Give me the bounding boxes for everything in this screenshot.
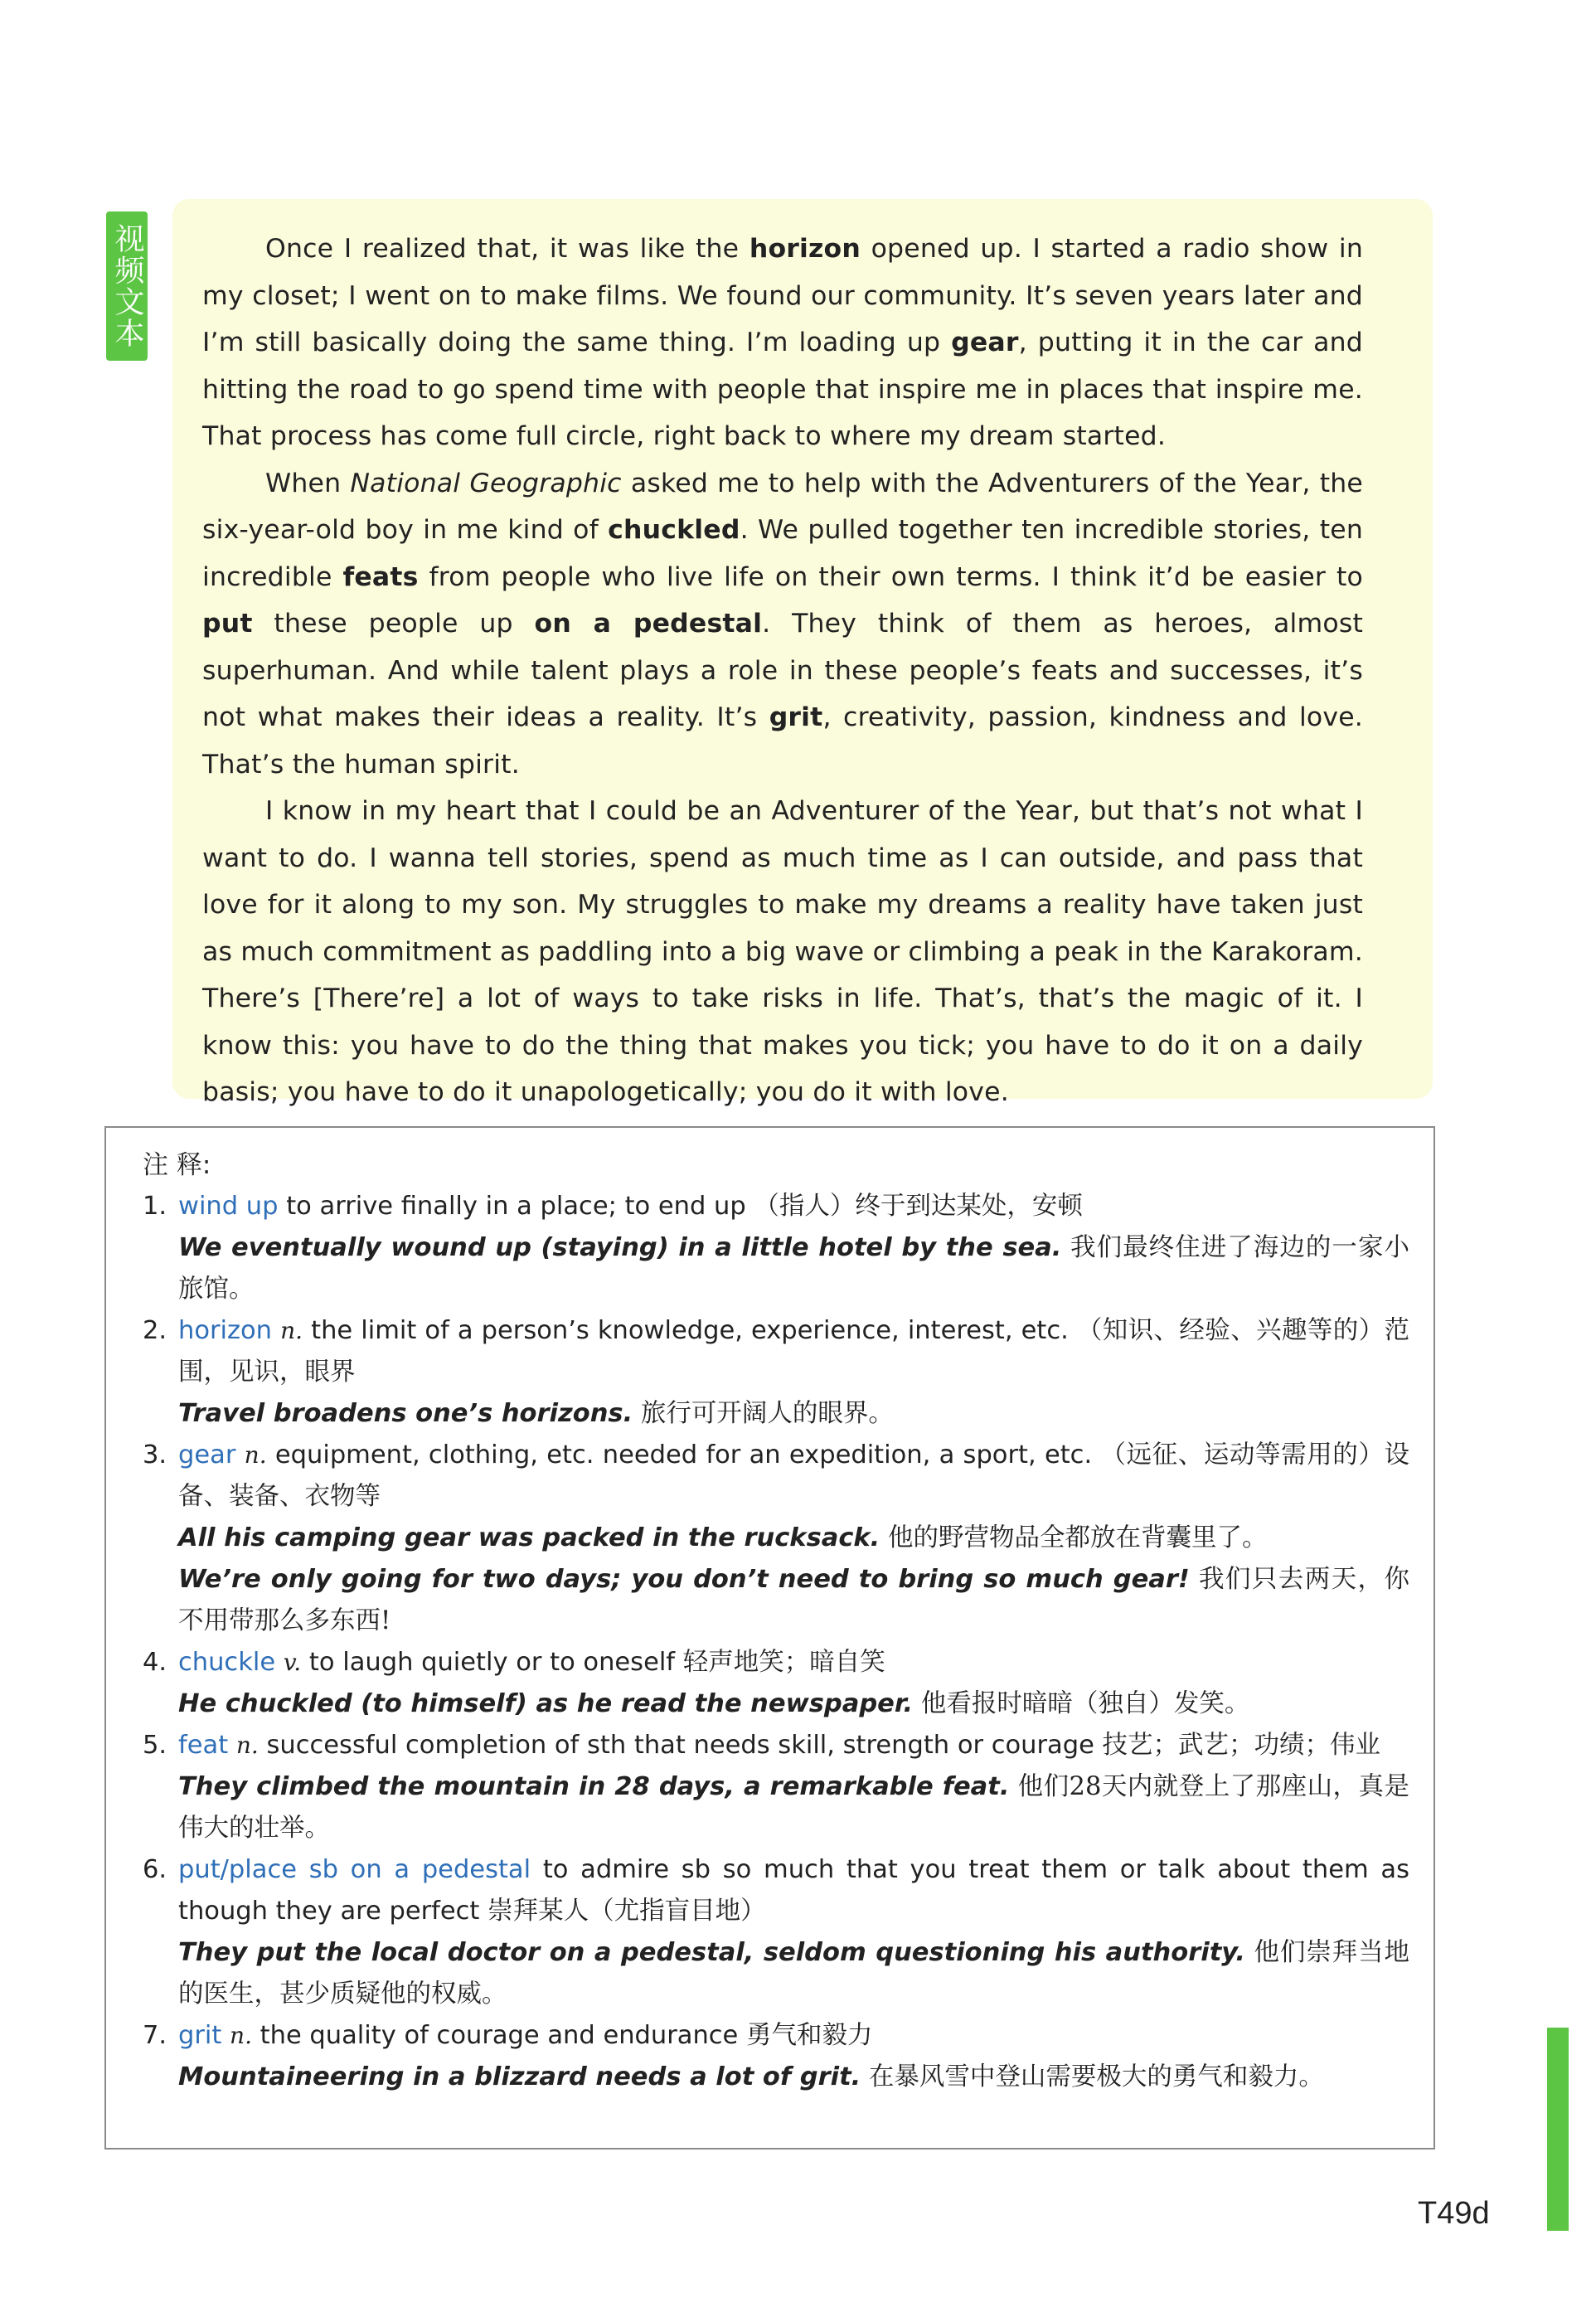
note-definition: [178, 2015, 1409, 2057]
note-example-en: They put the local doctor on a pedestal, seldom questioning his authority.: [178, 1938, 1245, 1967]
transcript-text-run: , putting it in the car and hitting the road to go spend time with people that inspire me in places that inspire me. That process has come full circle, right back to where my dream started.: [202, 328, 1363, 451]
note-example: [178, 1932, 1409, 2015]
transcript-text: [202, 226, 1363, 1116]
vocab-highlight: chuckled: [608, 515, 740, 545]
note-example-en: He chuckled (to himself) as he read the newspaper.: [178, 1689, 914, 1718]
note-definition: [178, 1186, 1409, 1227]
note-number: 3.: [143, 1440, 167, 1469]
vocab-highlight: on a pedestal: [534, 609, 763, 639]
note-example-zh: 我们最终住进了海边的一家小旅馆。: [178, 1233, 1409, 1304]
note-definition-en: equipment, clothing, etc. needed for an expedition, a sport, etc.: [266, 1440, 1101, 1469]
note-definition-en: to admire sb so much that you treat them or talk about them as though they are perfect: [178, 1855, 1409, 1926]
notes-items: [143, 1186, 1409, 2098]
side-tab-video-text: [106, 211, 148, 361]
note-term: feat: [178, 1731, 229, 1760]
transcript-text-run: opened up. I started a radio show in my closet; I went on to make films. We found our community. It’s seven years later and I’m still basically doing the same thing. I’m loading up: [202, 234, 1363, 357]
note-number: 2.: [143, 1316, 167, 1345]
vocab-highlight: feats: [342, 561, 419, 592]
note-example: [178, 1227, 1409, 1310]
note-item: [143, 1310, 1409, 1435]
note-number: 5.: [143, 1731, 167, 1760]
note-example: [178, 2057, 1409, 2098]
note-item: [143, 1642, 1409, 1725]
note-example-zh: 旅行可开阔人的眼界。: [633, 1399, 894, 1428]
note-definition-zh: 崇拜某人（尤指盲目地）: [488, 1897, 766, 1926]
note-item: [143, 1435, 1409, 1642]
note-number: 1.: [143, 1192, 167, 1221]
note-definition-en: to arrive finally in a place; to end up: [278, 1192, 754, 1221]
transcript-text-run: asked me to help with the Adventurers of the Year, the six-year-old boy in me kind of: [202, 468, 1364, 545]
transcript-text-run: , creativity, passion, kindness and love. That’s the human spirit.: [202, 702, 1364, 780]
notes-list: [143, 1144, 1409, 2098]
note-definition-zh: 轻声地笑；暗自笑: [682, 1648, 885, 1677]
page-edge-marker: [1547, 2028, 1569, 2231]
note-part-of-speech: v.: [283, 1649, 302, 1676]
vocab-highlight: put: [202, 609, 253, 639]
vocab-highlight: gear: [951, 328, 1019, 357]
note-number: 4.: [143, 1648, 167, 1677]
note-term: horizon: [178, 1316, 273, 1345]
transcript-text-run: these people up: [252, 609, 535, 639]
note-part-of-speech: n.: [230, 2022, 252, 2049]
note-part-of-speech: n.: [280, 1317, 303, 1344]
transcript-text-run: . We pulled together ten incredible stories, ten incredible: [202, 515, 1363, 592]
transcript-paragraph: [202, 460, 1363, 789]
transcript-paragraph: [202, 788, 1363, 1116]
note-definition-en: successful completion of sth that needs skill, strength or courage: [258, 1731, 1103, 1760]
note-definition-en: the quality of courage and endurance: [251, 2021, 747, 2050]
note-definition: [178, 1310, 1409, 1393]
note-definition-en: to laugh quietly or to oneself: [301, 1648, 683, 1677]
note-item: [143, 2015, 1409, 2098]
transcript-text-run: When: [265, 468, 351, 498]
note-term: grit: [178, 2021, 222, 2050]
note-example-en: All his camping gear was packed in the rucksack.: [178, 1523, 880, 1552]
note-definition-zh: （知识、经验、兴趣等的）范围，见识，眼界: [178, 1316, 1410, 1387]
note-example-en: We eventually wound up (staying) in a little hotel by the sea.: [178, 1233, 1062, 1262]
note-example: [178, 1559, 1409, 1642]
italic-title: National Geographic: [350, 468, 622, 498]
page-number: T49d: [1418, 2196, 1490, 2231]
note-example-en: Travel broadens one’s horizons.: [178, 1399, 633, 1428]
side-tab-label: 视频文本: [110, 223, 144, 349]
vocab-highlight: grit: [769, 702, 823, 732]
note-term: put/place sb on a pedestal: [178, 1855, 531, 1884]
note-example-zh: 他们崇拜当地的医生，甚少质疑他的权威。: [178, 1938, 1409, 2009]
transcript-text-run: Once I realized that, it was like the: [265, 234, 749, 264]
note-definition-zh: 技艺；武艺；功绩；伟业: [1102, 1731, 1381, 1760]
note-definition-zh: （远征、运动等需用的）设备、装备、衣物等: [178, 1440, 1409, 1511]
transcript-text-run: . They think of them as heroes, almost superhuman. And while talent plays a role in these people’s feats and successes, it’s not what makes their ideas a reality. It’s: [202, 609, 1363, 732]
note-definition: [178, 1435, 1409, 1518]
note-example-zh: 他看报时暗暗（独自）发笑。: [913, 1689, 1250, 1718]
notes-box: [104, 1126, 1435, 2150]
note-example-en: Mountaineering in a blizzard needs a lot of grit.: [178, 2062, 861, 2091]
note-definition-en: the limit of a person’s knowledge, experience, interest, etc.: [303, 1316, 1077, 1345]
note-part-of-speech: n.: [235, 1732, 259, 1759]
note-example-zh: 他们28天内就登上了那座山，真是伟大的壮举。: [178, 1772, 1409, 1843]
transcript-text-run: from people who live life on their own terms. I think it’d be easier to: [418, 561, 1364, 592]
note-definition: [178, 1642, 1409, 1683]
note-definition: [178, 1725, 1409, 1766]
note-definition-zh: （指人）终于到达某处，安顿: [754, 1192, 1083, 1221]
note-example: [178, 1683, 1409, 1725]
note-example: [178, 1393, 1409, 1435]
note-example-zh: 我们只去两天，你不用带那么多东西!: [178, 1565, 1409, 1635]
note-example-en: They climbed the mountain in 28 days, a remarkable feat.: [178, 1772, 1010, 1801]
note-term: wind up: [178, 1192, 279, 1221]
note-term: gear: [178, 1440, 236, 1469]
note-definition-zh: 勇气和毅力: [746, 2021, 873, 2050]
transcript-text-run: I know in my heart that I could be an Adventurer of the Year, but that’s not what I want to do. I wanna tell stories, spend as much time as I can outside, and pass that love for it along to my son. My struggles to make my dreams a reality have taken just as much commitment as paddling into a big wave or climbing a peak in the Karakoram. There’s [There’re] a lot of ways to take risks in life. That’s, that’s the magic of it. I know this: you have to do the thing that makes you tick; you have to do it on a daily basis; you have to do it unapologetically; you do it with love.: [202, 796, 1363, 1107]
note-example-zh: 在暴风雪中登山需要极大的勇气和毅力。: [861, 2062, 1324, 2091]
note-example-zh: 他的野营物品全都放在背囊里了。: [880, 1523, 1268, 1552]
note-item: [143, 1725, 1409, 1849]
vocab-highlight: horizon: [749, 234, 861, 264]
note-number: 6.: [143, 1855, 167, 1884]
note-item: [143, 1186, 1409, 1310]
note-number: 7.: [143, 2021, 167, 2050]
transcript-paragraph: [202, 226, 1363, 460]
note-example: [178, 1518, 1409, 1559]
note-example-en: We’re only going for two days; you don’t need to bring so much gear!: [178, 1565, 1190, 1594]
note-definition: [178, 1849, 1409, 1932]
notes-title: 注 释:: [143, 1150, 211, 1180]
note-item: [143, 1849, 1409, 2015]
note-part-of-speech: n.: [244, 1441, 267, 1469]
note-term: chuckle: [178, 1648, 276, 1677]
note-example: [178, 1766, 1409, 1849]
